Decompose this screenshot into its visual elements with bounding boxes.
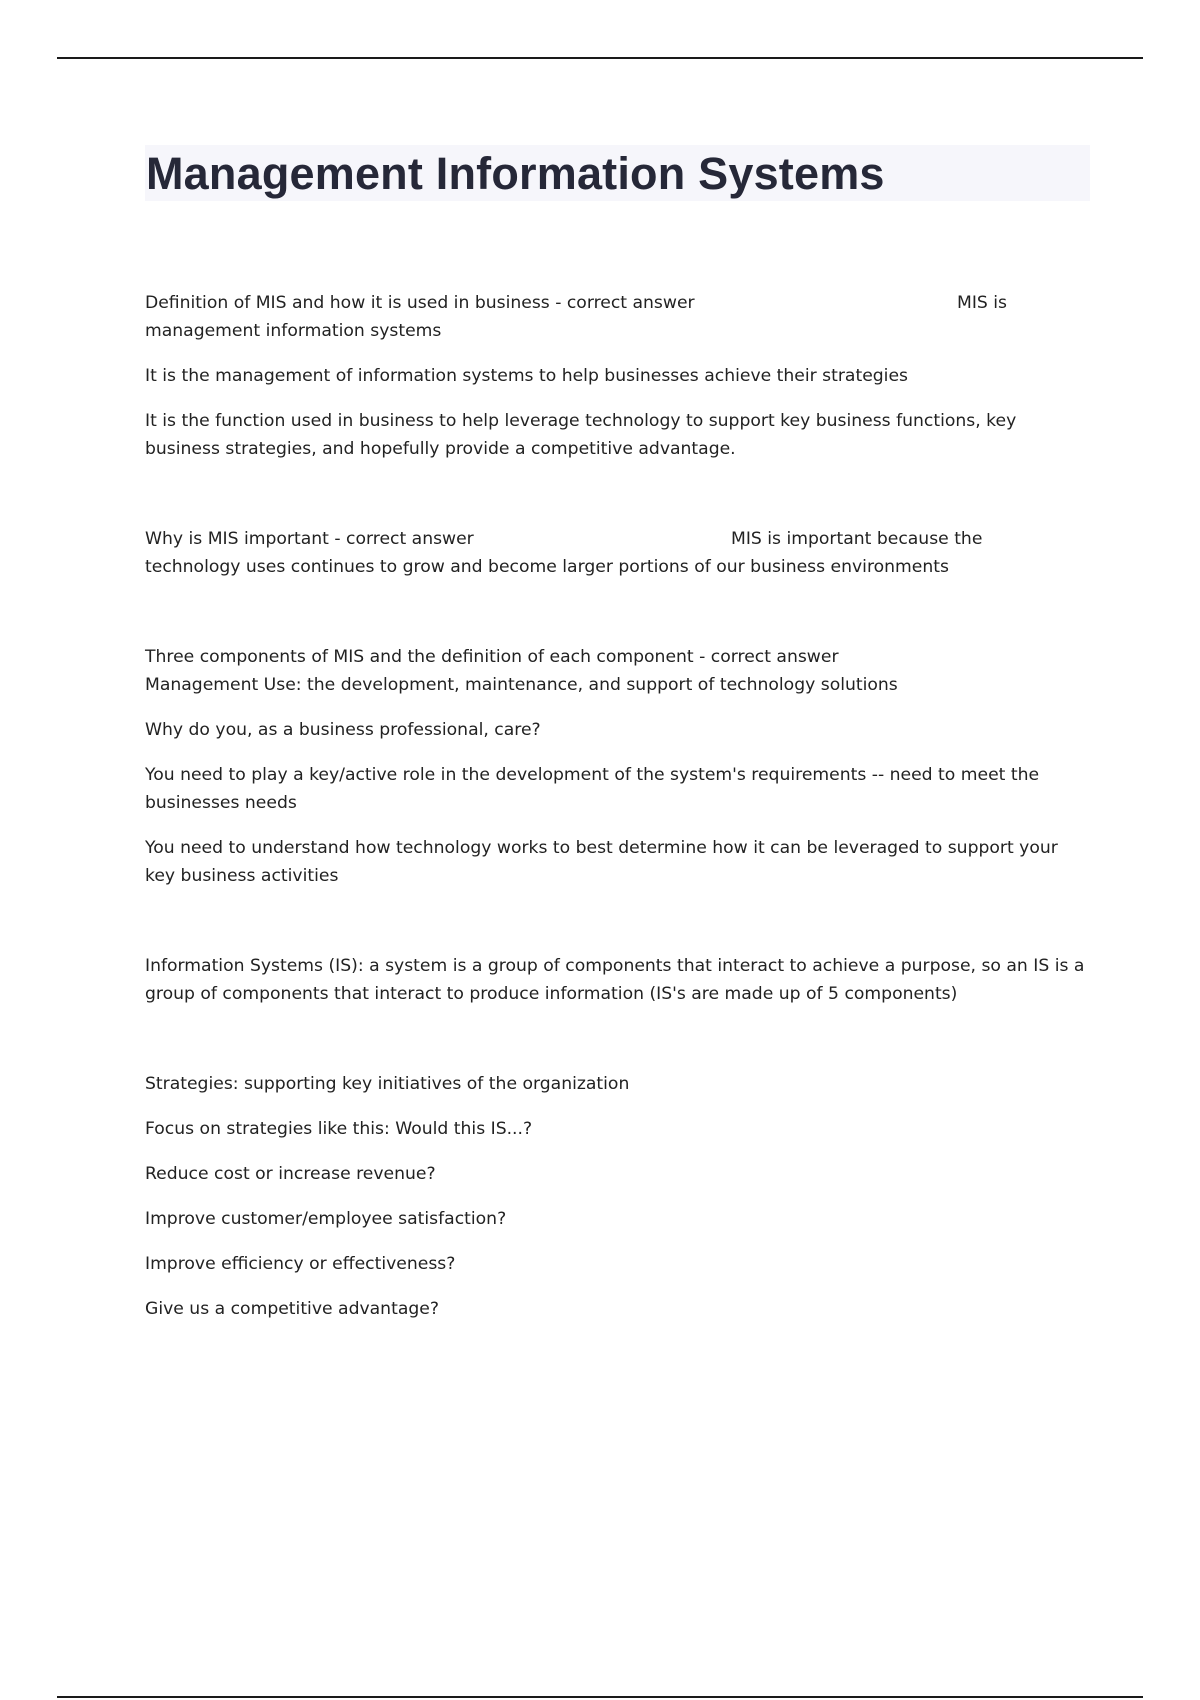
- paragraph: Information Systems (IS): a system is a group of components that interact to achieve a purpose, so an IS is a group of components that interact to produce information (IS's are made up of 5 components): [145, 956, 1085, 1004]
- question-text: Three components of MIS and the definition of each component - correct answer: [145, 647, 839, 667]
- qa-section-1: [145, 289, 1090, 463]
- qa-question-3: [145, 643, 1090, 699]
- qa-question-2: [145, 525, 1090, 581]
- paragraph: You need to play a key/active role in the development of the system's requirements -- need to meet the businesses needs: [145, 765, 1040, 813]
- paragraph: It is the management of information systems to help businesses achieve their strategies: [145, 366, 908, 386]
- paragraph: Focus on strategies like this: Would this IS...?: [145, 1119, 533, 1139]
- paragraph: Strategies: supporting key initiatives of the organization: [145, 1074, 630, 1094]
- paragraph: Give us a competitive advantage?: [145, 1299, 439, 1319]
- spacer: [145, 907, 1090, 952]
- spacer: [145, 598, 1090, 643]
- answer-text: technology uses continues to grow and become larger portions of our business environments: [145, 557, 949, 577]
- paragraph: Improve efficiency or effectiveness?: [145, 1254, 456, 1274]
- qa-section-5: [145, 1070, 1090, 1323]
- answer-lead-text: MIS is: [957, 293, 1008, 313]
- qa-section-3: [145, 643, 1090, 890]
- paragraph: It is the function used in business to help leverage technology to support key business functions, key business strategies, and hopefully provide a competitive advantage.: [145, 411, 1017, 459]
- answer-lead-text: MIS is important because the: [731, 529, 983, 549]
- paragraph: Improve customer/employee satisfaction?: [145, 1209, 507, 1229]
- qa-question-1: [145, 289, 1090, 345]
- qa-section-4: [145, 952, 1090, 1008]
- bottom-rule: [57, 1696, 1143, 1698]
- paragraph: You need to understand how technology works to best determine how it can be leveraged to support your key business activities: [145, 838, 1058, 886]
- qa-section-2: [145, 525, 1090, 581]
- top-rule: [57, 57, 1143, 59]
- answer-text: Management Use: the development, maintenance, and support of technology solutions: [145, 675, 898, 695]
- paragraph: Why do you, as a business professional, care?: [145, 720, 541, 740]
- question-text: Why is MIS important - correct answer: [145, 529, 474, 549]
- document-body: [145, 289, 1090, 1340]
- answer-text: management information systems: [145, 321, 442, 341]
- spacer: [145, 480, 1090, 525]
- question-text: Definition of MIS and how it is used in business - correct answer: [145, 293, 695, 313]
- spacer: [145, 1025, 1090, 1070]
- paragraph: Reduce cost or increase revenue?: [145, 1164, 436, 1184]
- page-title: Management Information Systems: [146, 148, 885, 199]
